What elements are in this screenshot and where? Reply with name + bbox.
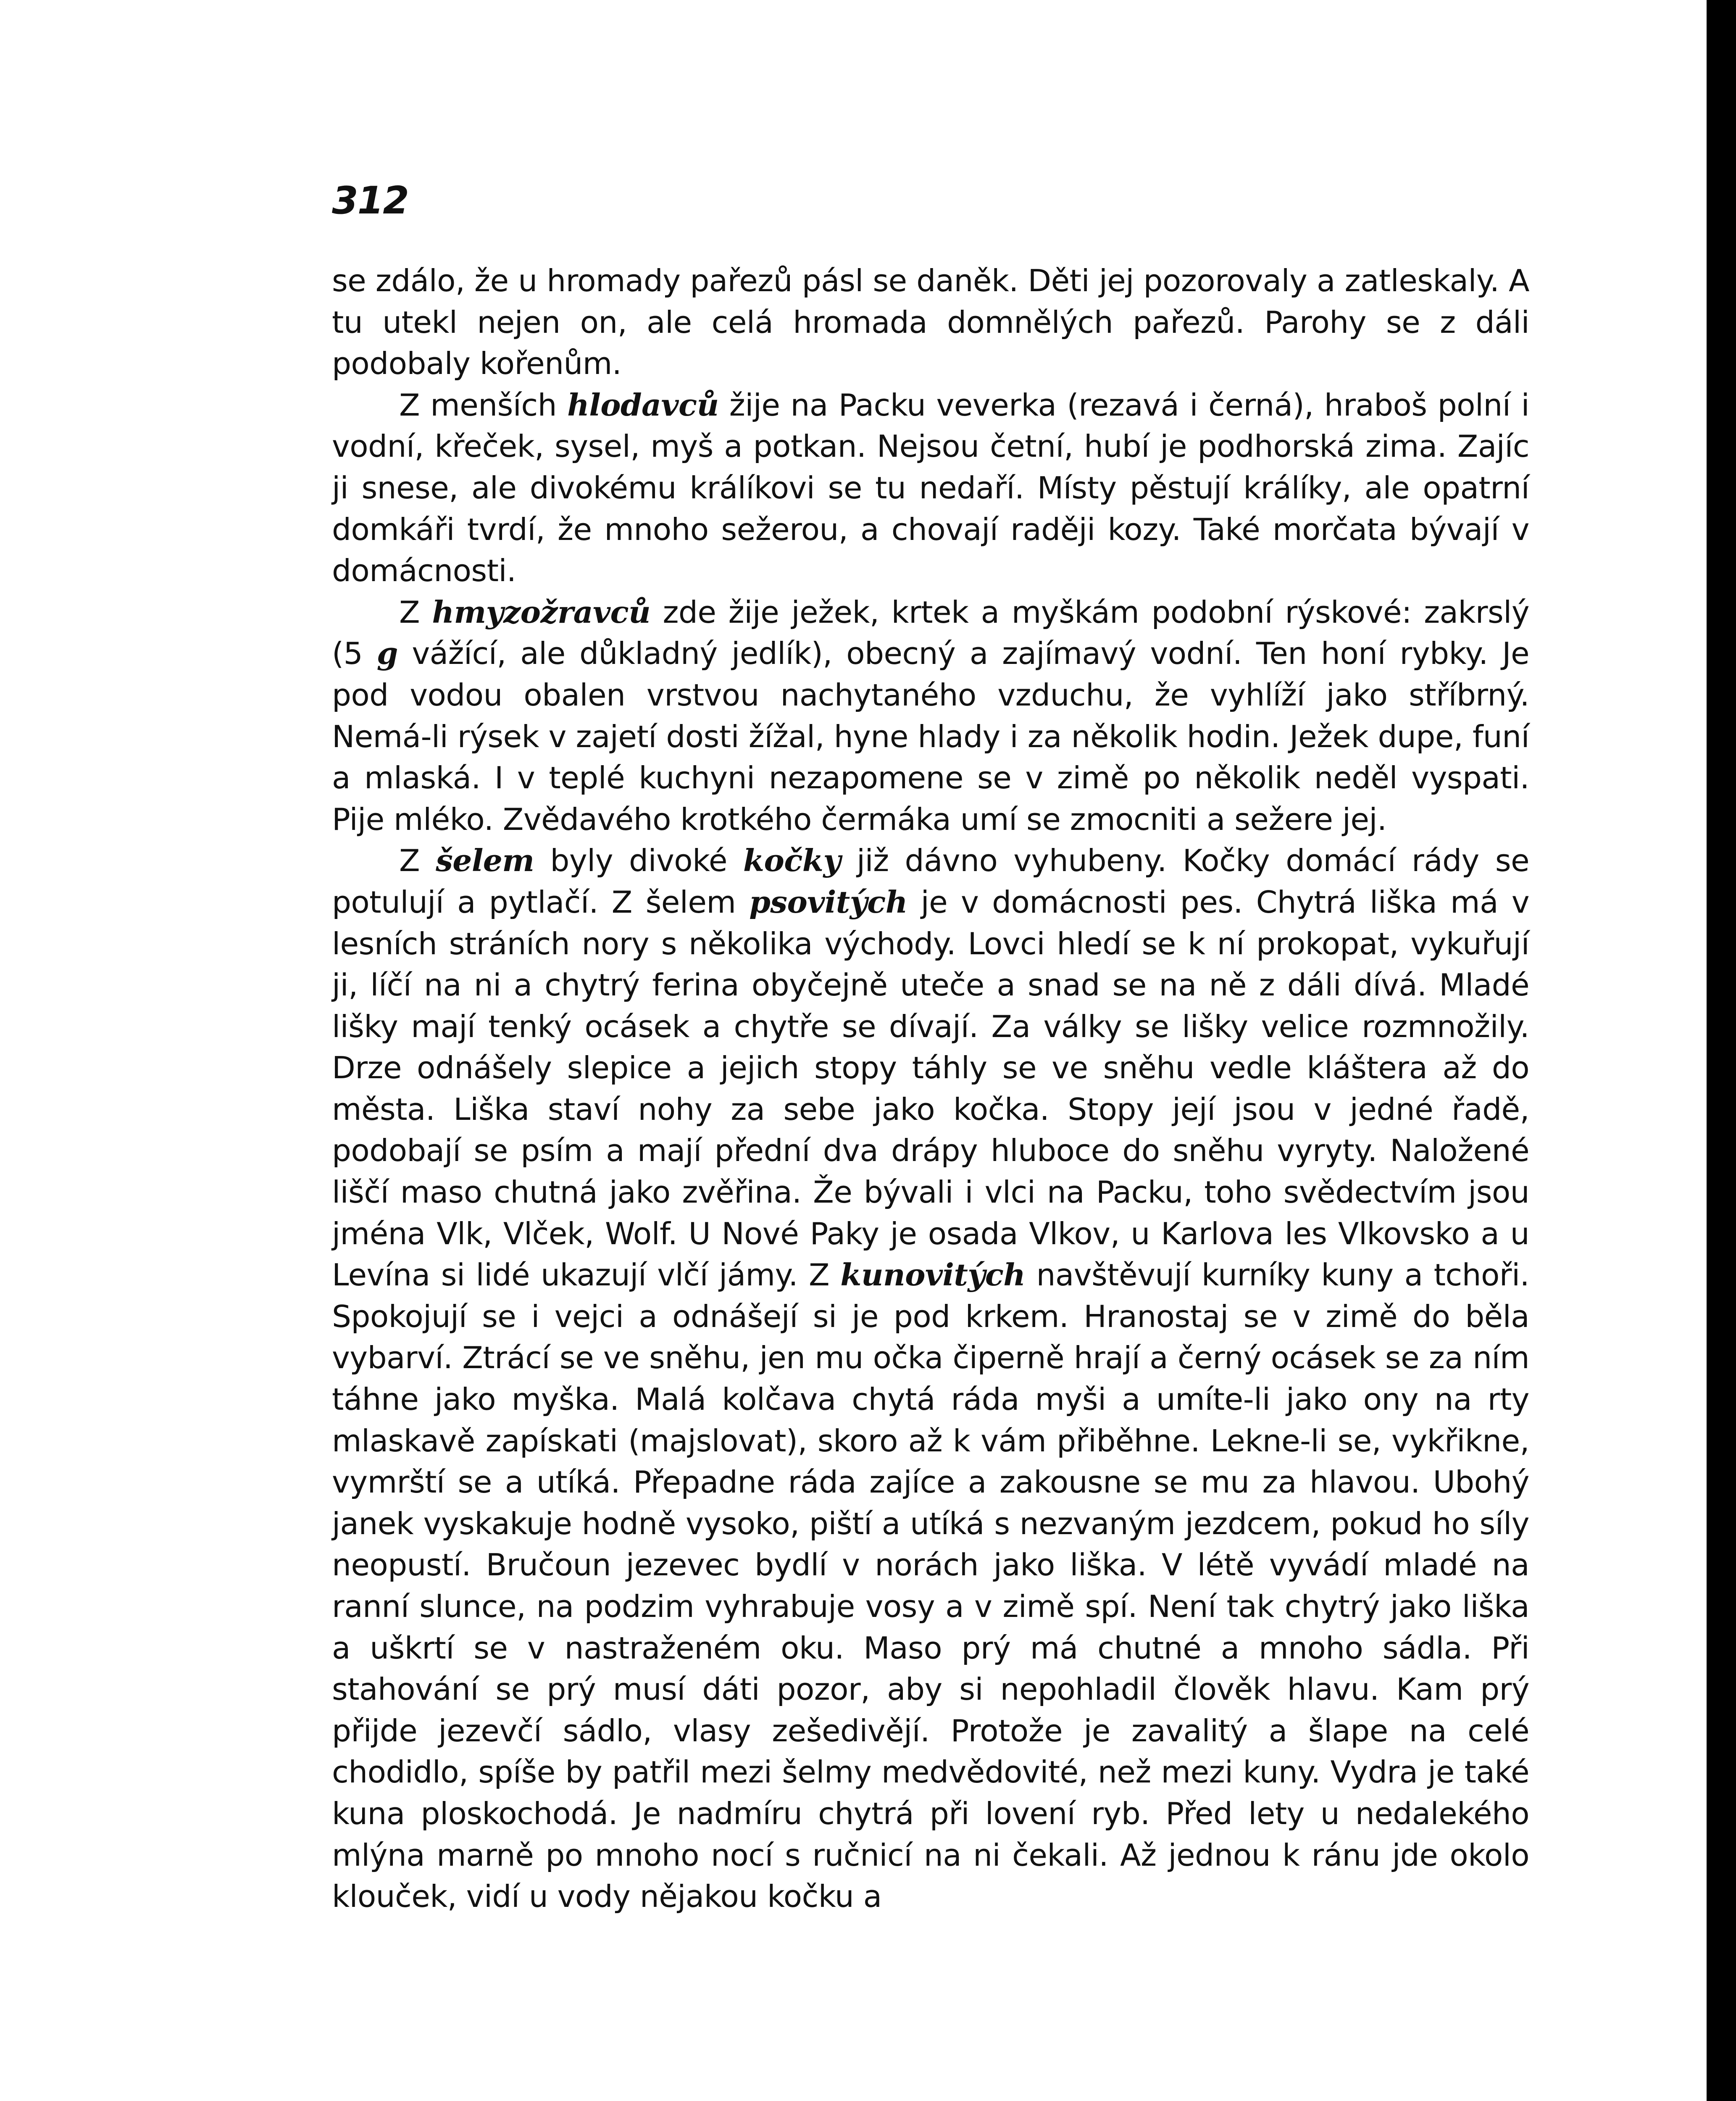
text-run: je v domácnosti pes. Chytrá liška má v lesních stráních nory s několika východy. Lovci hledí se k ní prokopat, vykuřují ji, líčí na ni a chytrý ferina obyčejně uteče a snad se na ně z dáli dívá. Mladé lišky mají tenký ocásek a chytře se dívají. Za války se lišky velice rozmnožily. Drze odnášely slepice a jejich stopy táhly se ve sněhu vedle kláštera až do města. Liška staví nohy za sebe jako kočka. Stopy její jsou v jedné řadě, podobají se psím a mají přední dva drápy hluboce do sněhu vyryty. Naložené liščí maso chutná jako zvěřina. Že bývali i vlci na Packu, toho svědectvím jsou jména Vlk, Vlček, Wolf. U Nové Paky je osada Vlkov, u Karlova les Vlkovsko a u Levína si lidé ukazují vlčí jámy. Z <box>332 885 1530 1293</box>
paragraph <box>332 385 1529 592</box>
emphasized-term: kunovitých <box>840 1257 1026 1293</box>
emphasized-term: kočky <box>743 843 841 879</box>
text-run: Z menších <box>399 387 568 423</box>
text-run: žije na Packu veverka (rezavá i černá), hraboš polní i vodní, křeček, sysel, myš a potkan. Nejsou četní, hubí je podhorská zima. Zajíc ji snese, ale divokému králíkovi se tu nedaří. Místy pěstují králíky, ale opatrní domkáři tvrdí, že mnoho sežerou, a chovají raději kozy. Také morčata bývají v domácnosti. <box>332 387 1529 589</box>
paragraph <box>332 840 1529 1917</box>
text-run: zde žije ježek, krtek a myškám podobní rýskové: zakrslý (5 <box>332 595 1529 672</box>
emphasized-unit: g <box>376 636 398 672</box>
text-run: byly divoké <box>534 843 743 879</box>
text-run: se zdálo, že u hromady pařezů pásl se daněk. Děti jej pozorovaly a zatleskaly. A tu utekl nejen on, ale celá hromada domnělých pařezů. Parohy se z dáli podobaly kořenům. <box>332 263 1529 382</box>
body-text <box>332 261 1529 1918</box>
page-number: 312 <box>332 179 408 223</box>
text-run: Z <box>399 843 436 879</box>
emphasized-term: psovitých <box>749 884 907 920</box>
text-run: Z <box>399 595 432 630</box>
text-run: navštěvují kurníky kuny a tchoři. Spokojují se i vejci a odnášejí si je pod krkem. Hranostaj se v zimě do běla vybarví. Ztrácí se ve sněhu, jen mu očka čiperně hrají a černý ocásek se za ním táhne jako myška. Malá kolčava chytá ráda myši a umíte-li jako ony na rty mlaskavě zapískati (majslovat), skoro až k vám přiběhne. Lekne-li se, vykřikne, vymrští se a utíká. Přepadne ráda zajíce a zakousne se mu za hlavou. Ubohý janek vyskakuje hodně vysoko, piští a utíká s nezvaným jezdcem, pokud ho síly neopustí. Bručoun jezevec bydlí v norách jako liška. V létě vyvádí mladé na ranní slunce, na podzim vyhrabuje vosy a v zimě spí. Není tak chytrý jako liška a uškrtí se v nastraženém oku. Maso prý má chutné a mnoho sádla. Při stahování se prý musí dáti pozor, aby si nepohladil člověk hlavu. Kam prý přijde jezevčí sádlo, vlasy zešedivějí. Protože je zavalitý a šlape na celé chodidlo, spíše by patřil mezi šelmy medvědovité, než mezi kuny. Vydra je také kuna ploskochodá. Je nadmíru chytrá při lovení ryb. Před lety u nedalekého mlýna marně po mnoho nocí s ručnicí na ni čekali. Až jednou k ránu jde okolo klouček, vidí u vody nějakou kočku a <box>332 1258 1529 1915</box>
emphasized-term: hlodavců <box>567 387 719 423</box>
paragraph <box>332 592 1529 841</box>
text-run: již dávno vyhubeny. Kočky domácí rády se potulují a pytlačí. Z šelem <box>332 843 1530 920</box>
emphasized-term: hmyzožravců <box>432 594 651 630</box>
text-run: vážící, ale důkladný jedlík), obecný a zajímavý vodní. Ten honí rybky. Je pod vodou obalen vrstvou nachytaného vzduchu, že vyhlíží jako stříbrný. Nemá-li rýsek v zajetí dosti žížal, hyne hlady i za několik hodin. Ježek dupe, funí a mlaská. I v teplé kuchyni nezapomene se v zimě po několik neděl vyspati. Pije mléko. Zvědavého krotkého čermáka umí se zmocniti a sežere jej. <box>332 636 1529 837</box>
paragraph <box>332 261 1529 385</box>
emphasized-term: šelem <box>436 843 534 879</box>
